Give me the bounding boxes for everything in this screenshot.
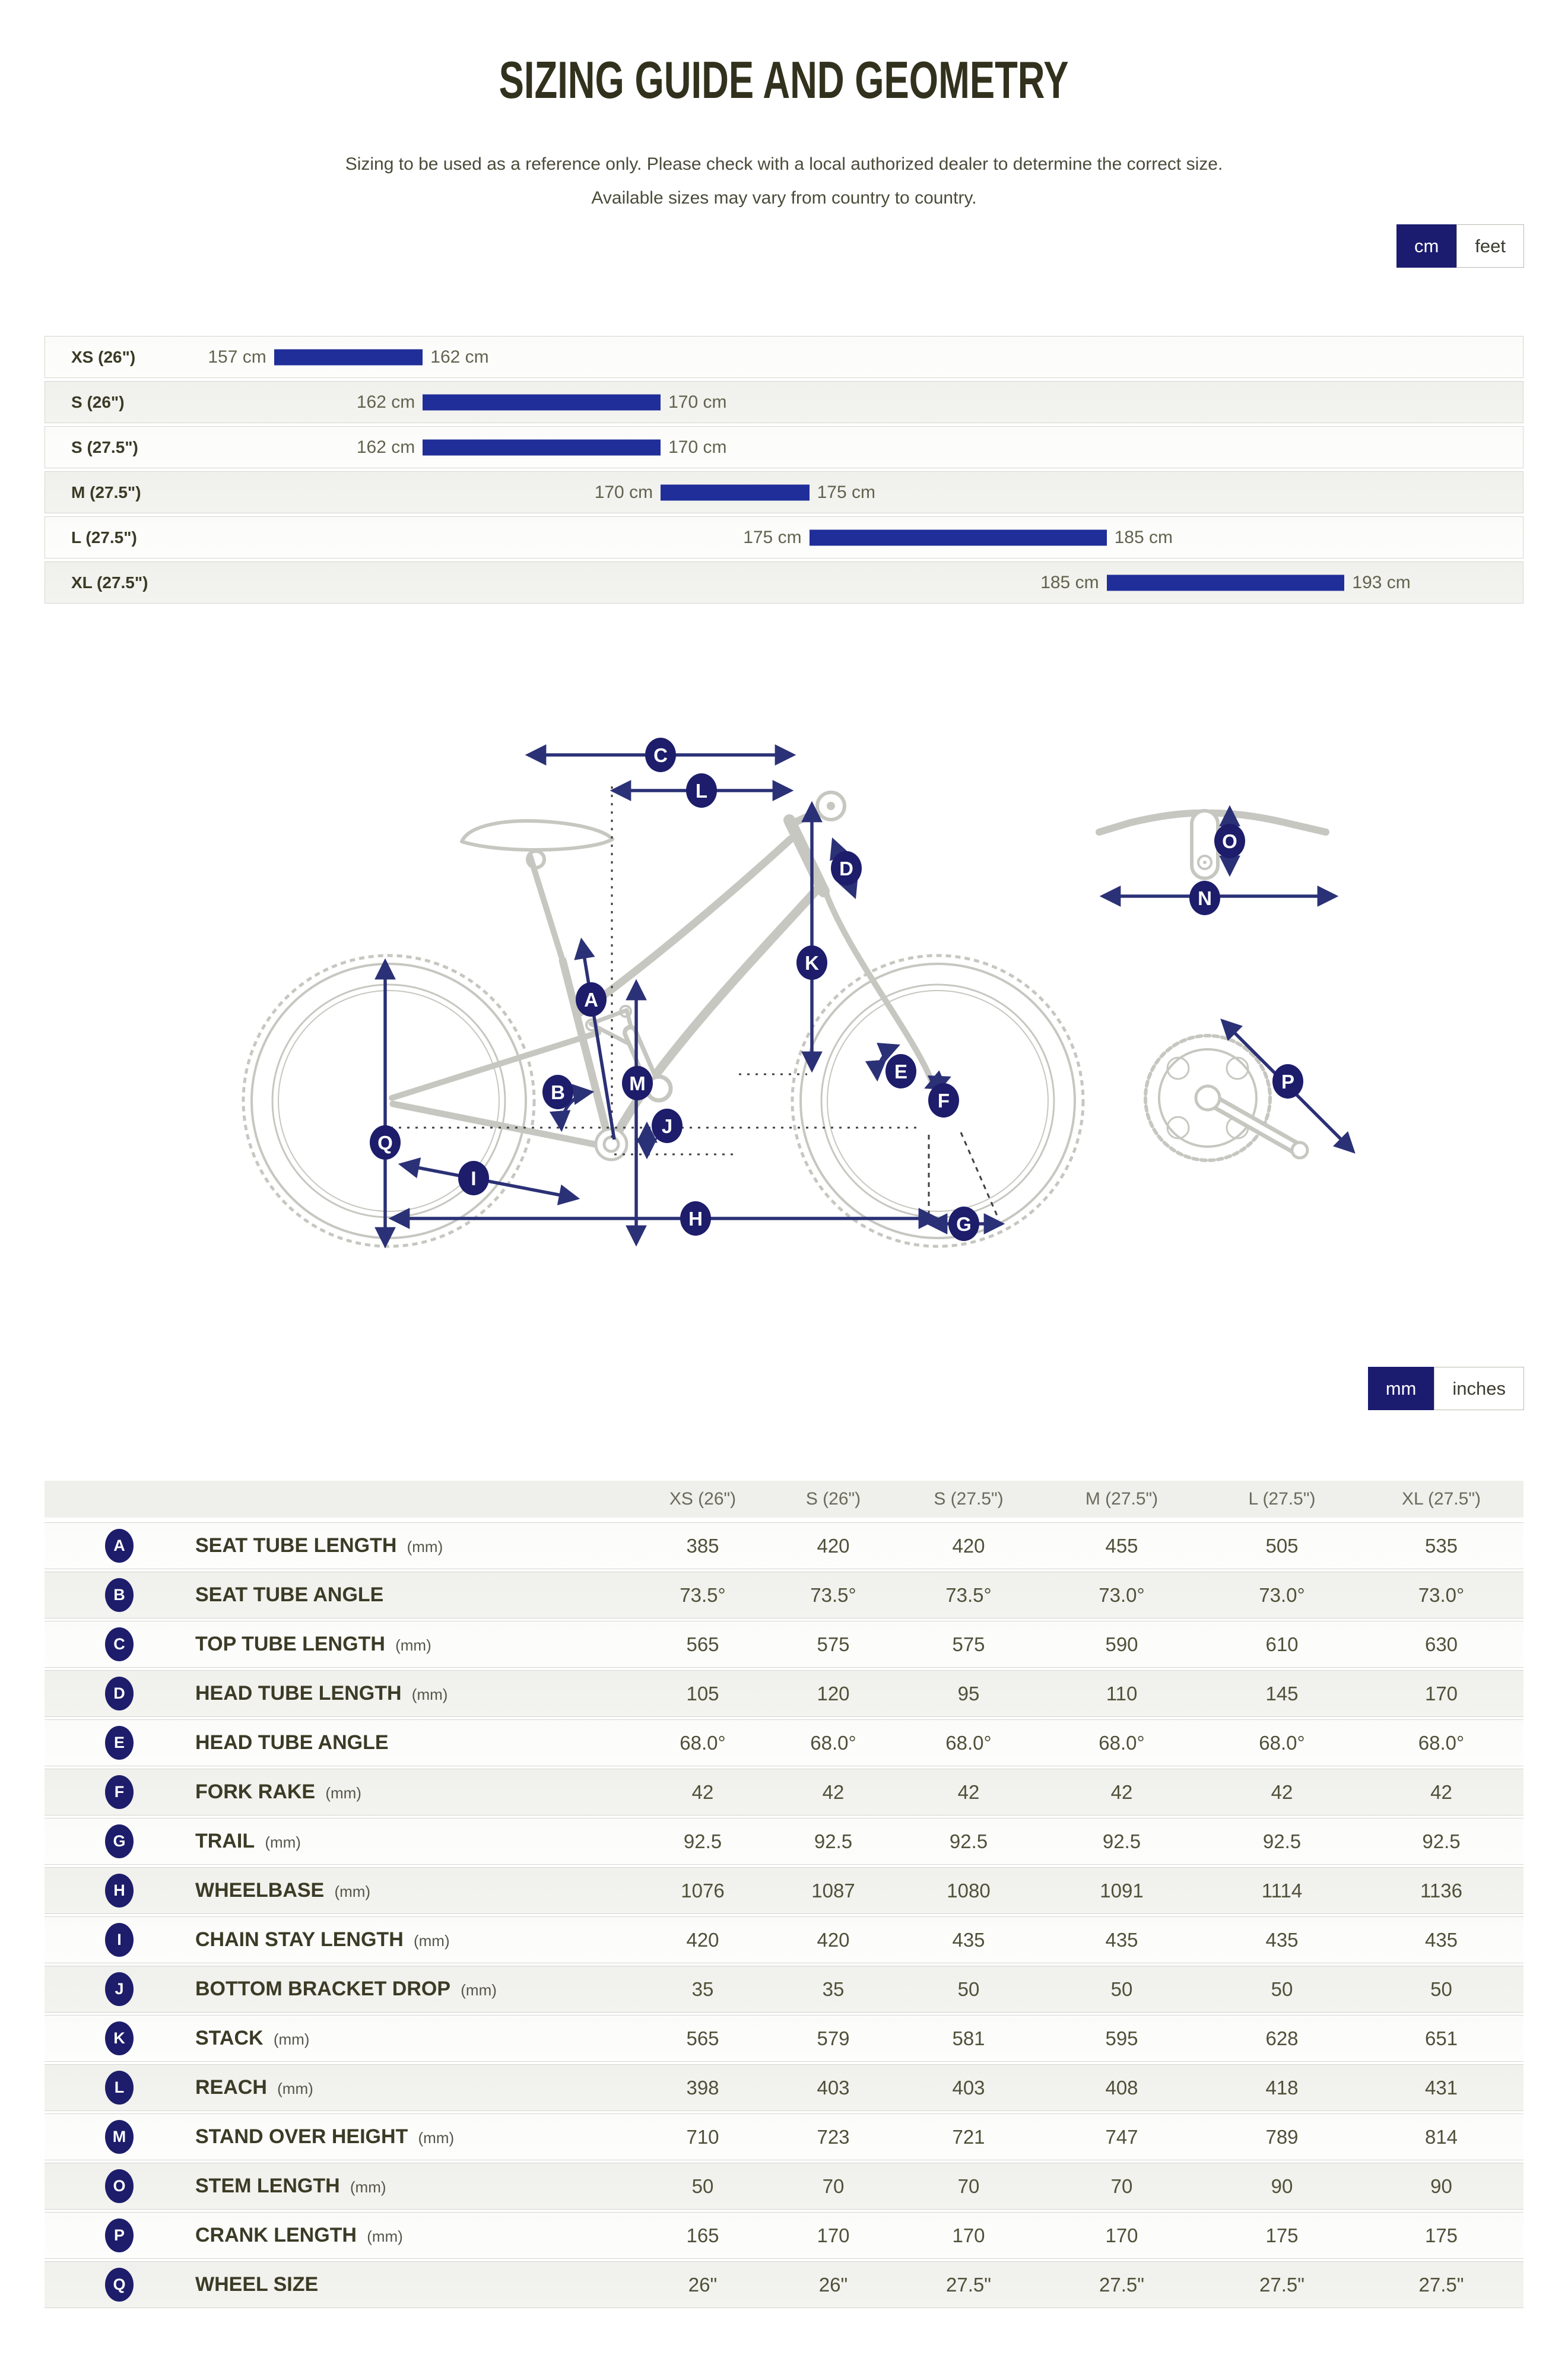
diagram-label-K bbox=[796, 945, 827, 980]
svg-text:G: G bbox=[956, 1213, 972, 1235]
svg-text:H: H bbox=[688, 1208, 703, 1230]
row-unit: (mm) bbox=[330, 1883, 371, 1900]
height-range-bar bbox=[423, 439, 661, 455]
cell-value: 435 bbox=[1424, 1928, 1458, 1951]
row-unit: (mm) bbox=[391, 1636, 431, 1654]
table-row-B bbox=[45, 1572, 1523, 1618]
cell-value: 420 bbox=[817, 1534, 850, 1557]
rider-height-chart bbox=[45, 336, 1523, 607]
cell-value: 408 bbox=[1105, 2076, 1138, 2099]
cell-value: 50 bbox=[957, 1978, 980, 2000]
bar-max-label: 185 cm bbox=[1114, 527, 1173, 547]
table-row-O bbox=[45, 2163, 1523, 2210]
row-letter-badge: C bbox=[105, 1627, 134, 1661]
table-row-G bbox=[45, 1818, 1523, 1865]
chainstay bbox=[393, 1104, 601, 1145]
table-row-C bbox=[45, 1621, 1523, 1668]
diagram-label-O bbox=[1214, 824, 1245, 858]
cell-value: 418 bbox=[1265, 2076, 1299, 2099]
toggle-feet-button[interactable]: feet bbox=[1456, 224, 1524, 268]
handlebar-top-view bbox=[1099, 811, 1326, 878]
diagram-label-H bbox=[680, 1201, 711, 1236]
cell-value: 710 bbox=[686, 2125, 719, 2148]
bar-max-label: 175 cm bbox=[817, 482, 875, 502]
page-subtitle bbox=[0, 147, 1568, 215]
cell-value: 579 bbox=[817, 2027, 850, 2049]
row-label: CRANK LENGTH (mm) bbox=[195, 2224, 403, 2246]
table-row-M bbox=[45, 2113, 1523, 2160]
table-row-Q bbox=[45, 2261, 1523, 2308]
cell-value: 68.0° bbox=[1099, 1731, 1145, 1754]
cell-value: 595 bbox=[1105, 2027, 1138, 2049]
cell-value: 721 bbox=[952, 2125, 985, 2148]
row-letter-badge: M bbox=[105, 2120, 134, 2154]
cell-value: 789 bbox=[1265, 2125, 1299, 2148]
diagram-label-A bbox=[576, 982, 607, 1017]
bar-min-label: 162 cm bbox=[356, 437, 415, 457]
svg-text:N: N bbox=[1198, 887, 1212, 909]
cell-value: 73.0° bbox=[1259, 1583, 1305, 1606]
cell-value: 92.5 bbox=[1422, 1830, 1461, 1852]
height-range-bar bbox=[274, 349, 423, 365]
cell-value: 435 bbox=[952, 1928, 985, 1951]
cell-value: 723 bbox=[817, 2125, 850, 2148]
bar-min-label: 157 cm bbox=[208, 347, 266, 367]
size-row-XL (27.5") bbox=[45, 561, 1523, 604]
diagram-label-C bbox=[645, 738, 676, 772]
height-range-bar bbox=[810, 529, 1107, 545]
cell-value: 68.0° bbox=[810, 1731, 856, 1754]
row-label: HEAD TUBE ANGLE bbox=[195, 1731, 389, 1754]
row-letter-badge: I bbox=[105, 1923, 134, 1957]
cell-value: 92.5 bbox=[814, 1830, 853, 1852]
row-letter-badge: G bbox=[105, 1824, 134, 1858]
row-label: FORK RAKE (mm) bbox=[195, 1780, 361, 1803]
column-header-XS (26"): XS (26") bbox=[669, 1489, 737, 1509]
size-row-XS (26") bbox=[45, 336, 1523, 378]
cell-value: 628 bbox=[1265, 2027, 1299, 2049]
row-letter-badge: J bbox=[105, 1972, 134, 2006]
table-row-E bbox=[45, 1719, 1523, 1766]
row-label: STAND OVER HEIGHT (mm) bbox=[195, 2125, 455, 2148]
cell-value: 535 bbox=[1424, 1534, 1458, 1557]
cell-value: 110 bbox=[1106, 1682, 1138, 1705]
cell-value: 68.0° bbox=[945, 1731, 992, 1754]
cell-value: 610 bbox=[1265, 1633, 1299, 1655]
rear-wheel bbox=[243, 956, 534, 1246]
column-header-M (27.5"): M (27.5") bbox=[1085, 1489, 1158, 1509]
svg-text:I: I bbox=[471, 1167, 477, 1189]
size-row-S (27.5") bbox=[45, 426, 1523, 468]
cell-value: 27.5" bbox=[1418, 2273, 1464, 2296]
cell-value: 581 bbox=[952, 2027, 985, 2049]
cell-value: 73.5° bbox=[810, 1583, 856, 1606]
cell-value: 42 bbox=[822, 1780, 845, 1803]
diagram-label-E bbox=[885, 1054, 916, 1088]
row-letter-badge: F bbox=[105, 1775, 134, 1809]
table-row-D bbox=[45, 1670, 1523, 1717]
cell-value: 170 bbox=[817, 2224, 850, 2246]
table-row-A bbox=[45, 1522, 1523, 1569]
cell-value: 170 bbox=[1424, 1682, 1458, 1705]
cell-value: 68.0° bbox=[680, 1731, 726, 1754]
cell-value: 73.0° bbox=[1099, 1583, 1145, 1606]
bar-max-label: 162 cm bbox=[430, 347, 489, 367]
row-label: STEM LENGTH (mm) bbox=[195, 2175, 386, 2197]
svg-text:D: D bbox=[839, 858, 853, 880]
cell-value: 50 bbox=[1271, 1978, 1293, 2000]
row-letter-badge: H bbox=[105, 1874, 134, 1908]
column-header-S (26"): S (26") bbox=[805, 1489, 861, 1509]
toggle-cm-button[interactable]: cm bbox=[1396, 224, 1456, 268]
size-label: S (26") bbox=[71, 392, 125, 411]
cell-value: 105 bbox=[686, 1682, 719, 1705]
row-unit: (mm) bbox=[402, 1538, 443, 1556]
cell-value: 68.0° bbox=[1259, 1731, 1305, 1754]
cell-value: 92.5 bbox=[1262, 1830, 1302, 1852]
row-unit: (mm) bbox=[362, 2227, 403, 2245]
column-header-L (27.5"): L (27.5") bbox=[1248, 1489, 1316, 1509]
size-label: XL (27.5") bbox=[71, 573, 148, 592]
page-title: SIZING GUIDE AND GEOMETRY bbox=[499, 50, 1069, 109]
svg-text:E: E bbox=[894, 1061, 908, 1083]
size-label: M (27.5") bbox=[71, 483, 141, 502]
cell-value: 565 bbox=[686, 2027, 719, 2049]
table-row-I bbox=[45, 1916, 1523, 1963]
svg-text:Q: Q bbox=[377, 1132, 393, 1154]
size-label: S (27.5") bbox=[71, 437, 138, 456]
row-unit: (mm) bbox=[407, 1686, 448, 1703]
cell-value: 73.5° bbox=[945, 1583, 992, 1606]
row-letter-badge: E bbox=[105, 1726, 134, 1760]
table-row-K bbox=[45, 2015, 1523, 2062]
row-unit: (mm) bbox=[261, 1833, 301, 1851]
fork bbox=[825, 890, 933, 1085]
saddle bbox=[462, 821, 612, 850]
row-letter-badge: A bbox=[105, 1529, 134, 1563]
row-label: CHAIN STAY LENGTH (mm) bbox=[195, 1928, 450, 1951]
table-row-H bbox=[45, 1867, 1523, 1914]
size-row-M (27.5") bbox=[45, 471, 1523, 513]
cell-value: 26" bbox=[818, 2273, 848, 2296]
cell-value: 420 bbox=[817, 1928, 850, 1951]
cell-value: 73.0° bbox=[1418, 1583, 1465, 1606]
cell-value: 26" bbox=[688, 2273, 718, 2296]
row-label: HEAD TUBE LENGTH (mm) bbox=[195, 1682, 448, 1705]
cell-value: 42 bbox=[691, 1780, 714, 1803]
cell-value: 1087 bbox=[811, 1879, 855, 1902]
table-row-F bbox=[45, 1769, 1523, 1816]
cell-value: 70 bbox=[957, 2175, 980, 2197]
bar-min-label: 185 cm bbox=[1040, 572, 1099, 592]
row-letter-badge: O bbox=[105, 2169, 134, 2203]
table-row-J bbox=[45, 1966, 1523, 2013]
bike-geometry-diagram bbox=[0, 683, 1568, 1424]
cell-value: 435 bbox=[1105, 1928, 1138, 1951]
row-unit: (mm) bbox=[456, 1981, 497, 1999]
column-header-XL (27.5"): XL (27.5") bbox=[1402, 1489, 1481, 1509]
cell-value: 50 bbox=[691, 2175, 714, 2197]
bar-min-label: 175 cm bbox=[743, 527, 802, 547]
bottom-bracket bbox=[596, 1129, 627, 1160]
diagram-label-N bbox=[1189, 881, 1220, 915]
size-row-S (26") bbox=[45, 381, 1523, 423]
cell-value: 651 bbox=[1424, 2027, 1458, 2049]
row-label: WHEELBASE (mm) bbox=[195, 1879, 371, 1902]
row-label: SEAT TUBE ANGLE bbox=[195, 1583, 384, 1606]
pedal-hole bbox=[1292, 1142, 1307, 1158]
size-label: XS (26") bbox=[71, 347, 136, 366]
cell-value: 50 bbox=[1110, 1978, 1133, 2000]
row-label: WHEEL SIZE bbox=[195, 2273, 319, 2296]
stem bbox=[792, 812, 818, 824]
toggle-mm-button[interactable]: mm bbox=[1368, 1367, 1434, 1410]
cell-value: 1076 bbox=[681, 1879, 725, 1902]
row-letter-badge: L bbox=[105, 2071, 134, 2105]
svg-text:J: J bbox=[661, 1115, 673, 1137]
down-tube bbox=[615, 887, 819, 1138]
svg-text:C: C bbox=[653, 744, 668, 766]
cell-value: 90 bbox=[1430, 2175, 1452, 2197]
cell-value: 145 bbox=[1265, 1682, 1299, 1705]
cell-value: 505 bbox=[1265, 1534, 1299, 1557]
diagram-label-Q bbox=[370, 1125, 401, 1160]
cell-value: 92.5 bbox=[683, 1830, 722, 1852]
row-label: TRAIL (mm) bbox=[195, 1830, 301, 1852]
cell-value: 42 bbox=[1271, 1780, 1293, 1803]
diagram-label-L bbox=[686, 773, 717, 808]
cell-value: 120 bbox=[817, 1682, 850, 1705]
row-label: STACK (mm) bbox=[195, 2027, 310, 2049]
subtitle-line-1: Sizing to be used as a reference only. Please check with a local authorized dealer to determine the correct size. bbox=[345, 154, 1223, 174]
row-letter-badge: P bbox=[105, 2219, 134, 2252]
diagram-label-F bbox=[928, 1083, 959, 1118]
cell-value: 420 bbox=[952, 1534, 985, 1557]
svg-text:A: A bbox=[584, 989, 598, 1011]
cell-value: 1091 bbox=[1100, 1879, 1144, 1902]
cell-value: 170 bbox=[1105, 2224, 1138, 2246]
cell-value: 455 bbox=[1105, 1534, 1138, 1557]
cell-value: 1136 bbox=[1420, 1879, 1462, 1902]
cell-value: 35 bbox=[691, 1978, 714, 2000]
bar-max-label: 170 cm bbox=[668, 392, 727, 412]
cell-value: 92.5 bbox=[949, 1830, 988, 1852]
size-label: L (27.5") bbox=[71, 528, 137, 547]
cell-value: 630 bbox=[1424, 1633, 1458, 1655]
cell-value: 565 bbox=[686, 1633, 719, 1655]
cell-value: 165 bbox=[686, 2224, 719, 2246]
row-letter-badge: D bbox=[105, 1677, 134, 1710]
cell-value: 431 bbox=[1424, 2076, 1458, 2099]
table-row-L bbox=[45, 2064, 1523, 2111]
height-range-bar bbox=[423, 394, 661, 410]
cell-value: 814 bbox=[1424, 2125, 1458, 2148]
cell-value: 575 bbox=[952, 1633, 985, 1655]
height-range-bar bbox=[1107, 575, 1345, 591]
row-unit: (mm) bbox=[269, 2030, 310, 2048]
head-tube bbox=[789, 820, 824, 891]
cell-value: 70 bbox=[822, 2175, 845, 2197]
bar-min-label: 162 cm bbox=[356, 392, 415, 412]
row-label: REACH (mm) bbox=[195, 2076, 313, 2099]
cell-value: 575 bbox=[817, 1633, 850, 1655]
diagram-label-J bbox=[652, 1109, 683, 1143]
row-unit: (mm) bbox=[409, 1932, 450, 1950]
cell-value: 175 bbox=[1424, 2224, 1458, 2246]
cell-value: 92.5 bbox=[1102, 1830, 1141, 1852]
svg-text:P: P bbox=[1281, 1071, 1295, 1093]
cell-value: 42 bbox=[1430, 1780, 1452, 1803]
row-label: TOP TUBE LENGTH (mm) bbox=[195, 1633, 431, 1655]
top-tube bbox=[577, 839, 791, 1015]
cell-value: 170 bbox=[952, 2224, 985, 2246]
bar-max-label: 170 cm bbox=[668, 437, 727, 457]
svg-text:F: F bbox=[937, 1090, 950, 1112]
row-letter-badge: Q bbox=[105, 2268, 134, 2302]
crankset bbox=[1145, 1036, 1307, 1160]
row-letter-badge: K bbox=[105, 2021, 134, 2055]
height-range-bar bbox=[661, 484, 810, 500]
diagram-label-D bbox=[831, 851, 862, 886]
row-unit: (mm) bbox=[321, 1784, 361, 1802]
svg-text:L: L bbox=[695, 780, 708, 802]
bar-max-label: 193 cm bbox=[1352, 572, 1411, 592]
cell-value: 27.5" bbox=[1099, 2273, 1144, 2296]
geometry-table bbox=[45, 1481, 1523, 2310]
cell-value: 403 bbox=[817, 2076, 850, 2099]
geometry-table-header bbox=[45, 1481, 1523, 1518]
toggle-inches-button[interactable]: inches bbox=[1434, 1367, 1524, 1410]
cell-value: 175 bbox=[1265, 2224, 1299, 2246]
cell-value: 27.5" bbox=[1259, 2273, 1304, 2296]
cell-value: 590 bbox=[1105, 1633, 1138, 1655]
subtitle-line-2: Available sizes may vary from country to country. bbox=[591, 188, 977, 208]
frame bbox=[392, 792, 933, 1160]
column-header-S (27.5"): S (27.5") bbox=[934, 1489, 1004, 1509]
cell-value: 50 bbox=[1430, 1978, 1452, 2000]
row-unit: (mm) bbox=[272, 2080, 313, 2097]
cell-value: 1114 bbox=[1261, 1879, 1303, 1902]
diagram-label-I bbox=[458, 1161, 489, 1195]
diagram-label-G bbox=[948, 1207, 979, 1241]
crank-cap bbox=[1196, 1086, 1220, 1110]
cell-value: 1080 bbox=[947, 1879, 991, 1902]
measure-unit-toggle bbox=[1368, 1367, 1524, 1410]
cell-value: 403 bbox=[952, 2076, 985, 2099]
cell-value: 68.0° bbox=[1418, 1731, 1465, 1754]
cell-value: 35 bbox=[822, 1978, 845, 2000]
cell-value: 398 bbox=[686, 2076, 719, 2099]
cell-value: 42 bbox=[1110, 1780, 1133, 1803]
cell-value: 73.5° bbox=[680, 1583, 726, 1606]
diagram-label-M bbox=[622, 1066, 653, 1100]
diagram-label-B bbox=[542, 1075, 573, 1109]
cell-value: 95 bbox=[957, 1682, 980, 1705]
row-label: BOTTOM BRACKET DROP (mm) bbox=[195, 1978, 497, 2000]
seatpost bbox=[530, 856, 561, 957]
table-row-P bbox=[45, 2212, 1523, 2259]
row-label: SEAT TUBE LENGTH (mm) bbox=[195, 1534, 443, 1557]
cell-value: 385 bbox=[686, 1534, 719, 1557]
cell-value: 90 bbox=[1271, 2175, 1293, 2197]
diagram-label-P bbox=[1272, 1064, 1303, 1099]
reference-lines bbox=[391, 786, 999, 1220]
svg-text:B: B bbox=[551, 1081, 565, 1103]
row-unit: (mm) bbox=[414, 2129, 455, 2147]
size-row-L (27.5") bbox=[45, 516, 1523, 558]
cell-value: 747 bbox=[1105, 2125, 1138, 2148]
row-letter-badge: B bbox=[105, 1578, 134, 1612]
svg-text:M: M bbox=[629, 1072, 646, 1094]
row-unit: (mm) bbox=[345, 2178, 386, 2196]
cell-value: 70 bbox=[1110, 2175, 1133, 2197]
cell-value: 435 bbox=[1265, 1928, 1299, 1951]
cell-value: 42 bbox=[957, 1780, 980, 1803]
bar-min-label: 170 cm bbox=[594, 482, 653, 502]
height-unit-toggle bbox=[1396, 224, 1524, 268]
cell-value: 420 bbox=[686, 1928, 719, 1951]
svg-text:K: K bbox=[805, 952, 819, 974]
cell-value: 27.5" bbox=[946, 2273, 991, 2296]
svg-text:O: O bbox=[1222, 830, 1237, 852]
